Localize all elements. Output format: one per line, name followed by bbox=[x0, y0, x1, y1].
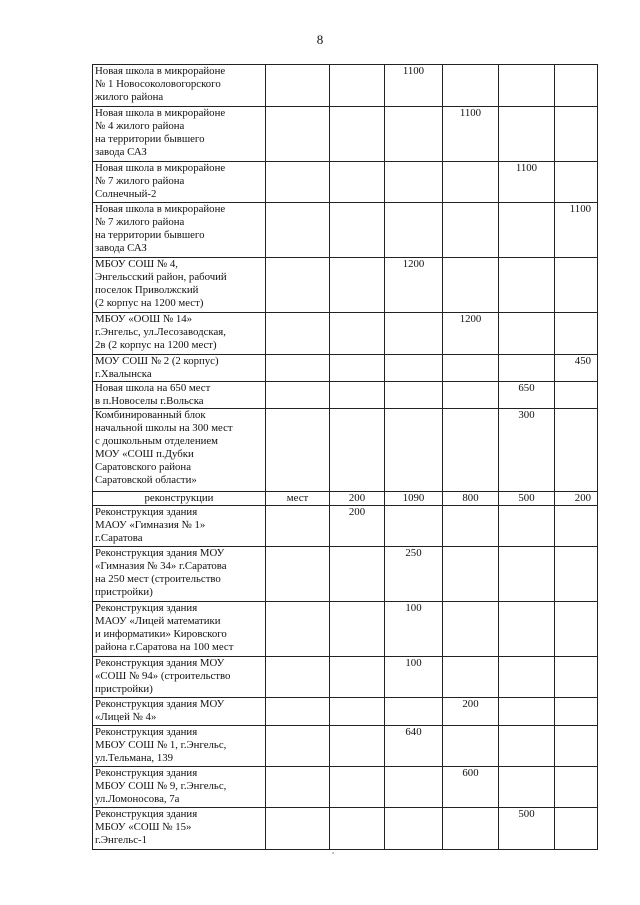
table-row bbox=[93, 506, 598, 547]
value-cell-c4 bbox=[499, 506, 555, 547]
value-cell-c4 bbox=[499, 65, 555, 107]
value-cell-c2: 100 bbox=[385, 602, 443, 657]
value-cell-c1: 200 bbox=[330, 506, 385, 547]
value-cell-c3 bbox=[443, 382, 499, 409]
value-cell-c1 bbox=[330, 657, 385, 698]
value-cell-c5 bbox=[555, 409, 598, 492]
value-cell-c2 bbox=[385, 506, 443, 547]
value-cell-c1 bbox=[330, 808, 385, 850]
table-row bbox=[93, 107, 598, 162]
value-cell-c2: 100 bbox=[385, 657, 443, 698]
object-name-cell: МБОУ СОШ № 4, Энгельсский район, рабочий поселок Приволжский (2 корпус на 1200 мест) bbox=[93, 258, 266, 313]
value-cell-c3 bbox=[443, 657, 499, 698]
value-cell-c4: 1100 bbox=[499, 162, 555, 203]
page-number: 8 bbox=[316, 32, 324, 47]
object-name-cell: Новая школа на 650 мест в п.Новоселы г.Вольска bbox=[93, 382, 266, 409]
value-cell-c5 bbox=[555, 602, 598, 657]
value-cell-c4 bbox=[499, 258, 555, 313]
value-cell-c3 bbox=[443, 355, 499, 382]
value-cell-c3 bbox=[443, 602, 499, 657]
value-cell-c2: 640 bbox=[385, 726, 443, 767]
table-row bbox=[93, 547, 598, 602]
value-cell-c5 bbox=[555, 258, 598, 313]
value-cell-c2 bbox=[385, 313, 443, 355]
value-cell-c2: 1090 bbox=[385, 492, 443, 506]
value-cell-c1 bbox=[330, 203, 385, 258]
value-cell-c3 bbox=[443, 409, 499, 492]
value-cell-c5 bbox=[555, 657, 598, 698]
unit-cell bbox=[266, 726, 330, 767]
object-name-cell: Новая школа в микрорайоне № 7 жилого района Солнечный-2 bbox=[93, 162, 266, 203]
unit-cell bbox=[266, 313, 330, 355]
unit-cell bbox=[266, 602, 330, 657]
value-cell-c3 bbox=[443, 162, 499, 203]
unit-cell bbox=[266, 767, 330, 808]
object-name-cell: МОУ СОШ № 2 (2 корпус) г.Хвалынска bbox=[93, 355, 266, 382]
table-body bbox=[93, 65, 598, 850]
unit-cell bbox=[266, 547, 330, 602]
unit-cell bbox=[266, 203, 330, 258]
value-cell-c2 bbox=[385, 355, 443, 382]
value-cell-c5 bbox=[555, 767, 598, 808]
value-cell-c4: 500 bbox=[499, 808, 555, 850]
unit-cell bbox=[266, 382, 330, 409]
table-row bbox=[93, 657, 598, 698]
unit-cell bbox=[266, 258, 330, 313]
value-cell-c2: 1100 bbox=[385, 65, 443, 107]
value-cell-c4: 300 bbox=[499, 409, 555, 492]
table-row bbox=[93, 767, 598, 808]
value-cell-c5 bbox=[555, 698, 598, 726]
value-cell-c4 bbox=[499, 657, 555, 698]
unit-cell bbox=[266, 162, 330, 203]
object-name-cell: Комбинированный блок начальной школы на 300 мест с дошкольным отделением МОУ «СОШ п.Дубки Саратовского района Саратовской области» bbox=[93, 409, 266, 492]
object-name-cell: реконструкции bbox=[93, 492, 266, 506]
value-cell-c3: 200 bbox=[443, 698, 499, 726]
value-cell-c3: 800 bbox=[443, 492, 499, 506]
value-cell-c4 bbox=[499, 313, 555, 355]
table-row bbox=[93, 313, 598, 355]
value-cell-c1 bbox=[330, 107, 385, 162]
object-name-cell: Реконструкция здания МАОУ «Гимназия № 1» г.Саратова bbox=[93, 506, 266, 547]
object-name-cell: Реконструкция здания МБОУ «СОШ № 15» г.Энгельс-1 bbox=[93, 808, 266, 850]
value-cell-c3: 600 bbox=[443, 767, 499, 808]
value-cell-c2 bbox=[385, 698, 443, 726]
value-cell-c1 bbox=[330, 313, 385, 355]
value-cell-c5 bbox=[555, 107, 598, 162]
value-cell-c5 bbox=[555, 162, 598, 203]
value-cell-c2 bbox=[385, 107, 443, 162]
object-name-cell: Реконструкция здания МОУ «СОШ № 94» (строительство пристройки) bbox=[93, 657, 266, 698]
table-row bbox=[93, 65, 598, 107]
table-row bbox=[93, 382, 598, 409]
value-cell-c4 bbox=[499, 355, 555, 382]
value-cell-c2: 250 bbox=[385, 547, 443, 602]
value-cell-c2 bbox=[385, 767, 443, 808]
object-name-cell: МБОУ «ООШ № 14» г.Энгельс, ул.Лесозаводская, 2в (2 корпус на 1200 мест) bbox=[93, 313, 266, 355]
object-name-cell: Новая школа в микрорайоне № 1 Новосоколовогорского жилого района bbox=[93, 65, 266, 107]
value-cell-c5 bbox=[555, 726, 598, 767]
unit-cell bbox=[266, 698, 330, 726]
value-cell-c3 bbox=[443, 808, 499, 850]
table-row bbox=[93, 162, 598, 203]
table-row bbox=[93, 698, 598, 726]
footer-mark: ° bbox=[332, 852, 335, 858]
value-cell-c5: 200 bbox=[555, 492, 598, 506]
value-cell-c5 bbox=[555, 65, 598, 107]
value-cell-c4 bbox=[499, 767, 555, 808]
object-name-cell: Новая школа в микрорайоне № 7 жилого района на территории бывшего завода САЗ bbox=[93, 203, 266, 258]
value-cell-c1 bbox=[330, 162, 385, 203]
value-cell-c2 bbox=[385, 162, 443, 203]
object-name-cell: Новая школа в микрорайоне № 4 жилого района на территории бывшего завода САЗ bbox=[93, 107, 266, 162]
value-cell-c3 bbox=[443, 203, 499, 258]
value-cell-c4 bbox=[499, 726, 555, 767]
value-cell-c4: 650 bbox=[499, 382, 555, 409]
unit-cell bbox=[266, 355, 330, 382]
unit-cell bbox=[266, 808, 330, 850]
value-cell-c4 bbox=[499, 602, 555, 657]
table-row bbox=[93, 355, 598, 382]
value-cell-c1 bbox=[330, 602, 385, 657]
value-cell-c4 bbox=[499, 203, 555, 258]
value-cell-c4 bbox=[499, 698, 555, 726]
value-cell-c1 bbox=[330, 726, 385, 767]
unit-cell bbox=[266, 409, 330, 492]
object-name-cell: Реконструкция здания МОУ «Лицей № 4» bbox=[93, 698, 266, 726]
object-name-cell: Реконструкция здания МАОУ «Лицей математики и информатики» Кировского района г.Саратова на 100 мест bbox=[93, 602, 266, 657]
unit-cell bbox=[266, 65, 330, 107]
value-cell-c1 bbox=[330, 547, 385, 602]
value-cell-c3 bbox=[443, 65, 499, 107]
unit-cell bbox=[266, 506, 330, 547]
value-cell-c1 bbox=[330, 65, 385, 107]
value-cell-c2 bbox=[385, 808, 443, 850]
object-name-cell: Реконструкция здания МОУ «Гимназия № 34» г.Саратова на 250 мест (строительство пристройки) bbox=[93, 547, 266, 602]
value-cell-c3: 1200 bbox=[443, 313, 499, 355]
value-cell-c1 bbox=[330, 355, 385, 382]
summary-row bbox=[93, 492, 598, 506]
table-row bbox=[93, 726, 598, 767]
table-row bbox=[93, 602, 598, 657]
value-cell-c4 bbox=[499, 107, 555, 162]
value-cell-c1 bbox=[330, 409, 385, 492]
table-row bbox=[93, 409, 598, 492]
value-cell-c2 bbox=[385, 382, 443, 409]
value-cell-c3 bbox=[443, 506, 499, 547]
value-cell-c5 bbox=[555, 313, 598, 355]
value-cell-c3 bbox=[443, 258, 499, 313]
value-cell-c1 bbox=[330, 258, 385, 313]
value-cell-c3 bbox=[443, 547, 499, 602]
value-cell-c4 bbox=[499, 547, 555, 602]
value-cell-c5 bbox=[555, 506, 598, 547]
table-row bbox=[93, 808, 598, 850]
value-cell-c5 bbox=[555, 382, 598, 409]
value-cell-c4: 500 bbox=[499, 492, 555, 506]
value-cell-c3: 1100 bbox=[443, 107, 499, 162]
value-cell-c5 bbox=[555, 547, 598, 602]
object-name-cell: Реконструкция здания МБОУ СОШ № 9, г.Энгельс, ул.Ломоносова, 7а bbox=[93, 767, 266, 808]
value-cell-c5: 1100 bbox=[555, 203, 598, 258]
unit-cell bbox=[266, 657, 330, 698]
capacity-table bbox=[92, 64, 598, 850]
value-cell-c2 bbox=[385, 409, 443, 492]
value-cell-c1 bbox=[330, 698, 385, 726]
value-cell-c2 bbox=[385, 203, 443, 258]
value-cell-c5 bbox=[555, 808, 598, 850]
unit-cell: мест bbox=[266, 492, 330, 506]
table-row bbox=[93, 203, 598, 258]
value-cell-c3 bbox=[443, 726, 499, 767]
value-cell-c1 bbox=[330, 382, 385, 409]
value-cell-c1 bbox=[330, 767, 385, 808]
value-cell-c1: 200 bbox=[330, 492, 385, 506]
object-name-cell: Реконструкция здания МБОУ СОШ № 1, г.Энгельс, ул.Тельмана, 139 bbox=[93, 726, 266, 767]
table-row bbox=[93, 258, 598, 313]
value-cell-c2: 1200 bbox=[385, 258, 443, 313]
value-cell-c5: 450 bbox=[555, 355, 598, 382]
unit-cell bbox=[266, 107, 330, 162]
